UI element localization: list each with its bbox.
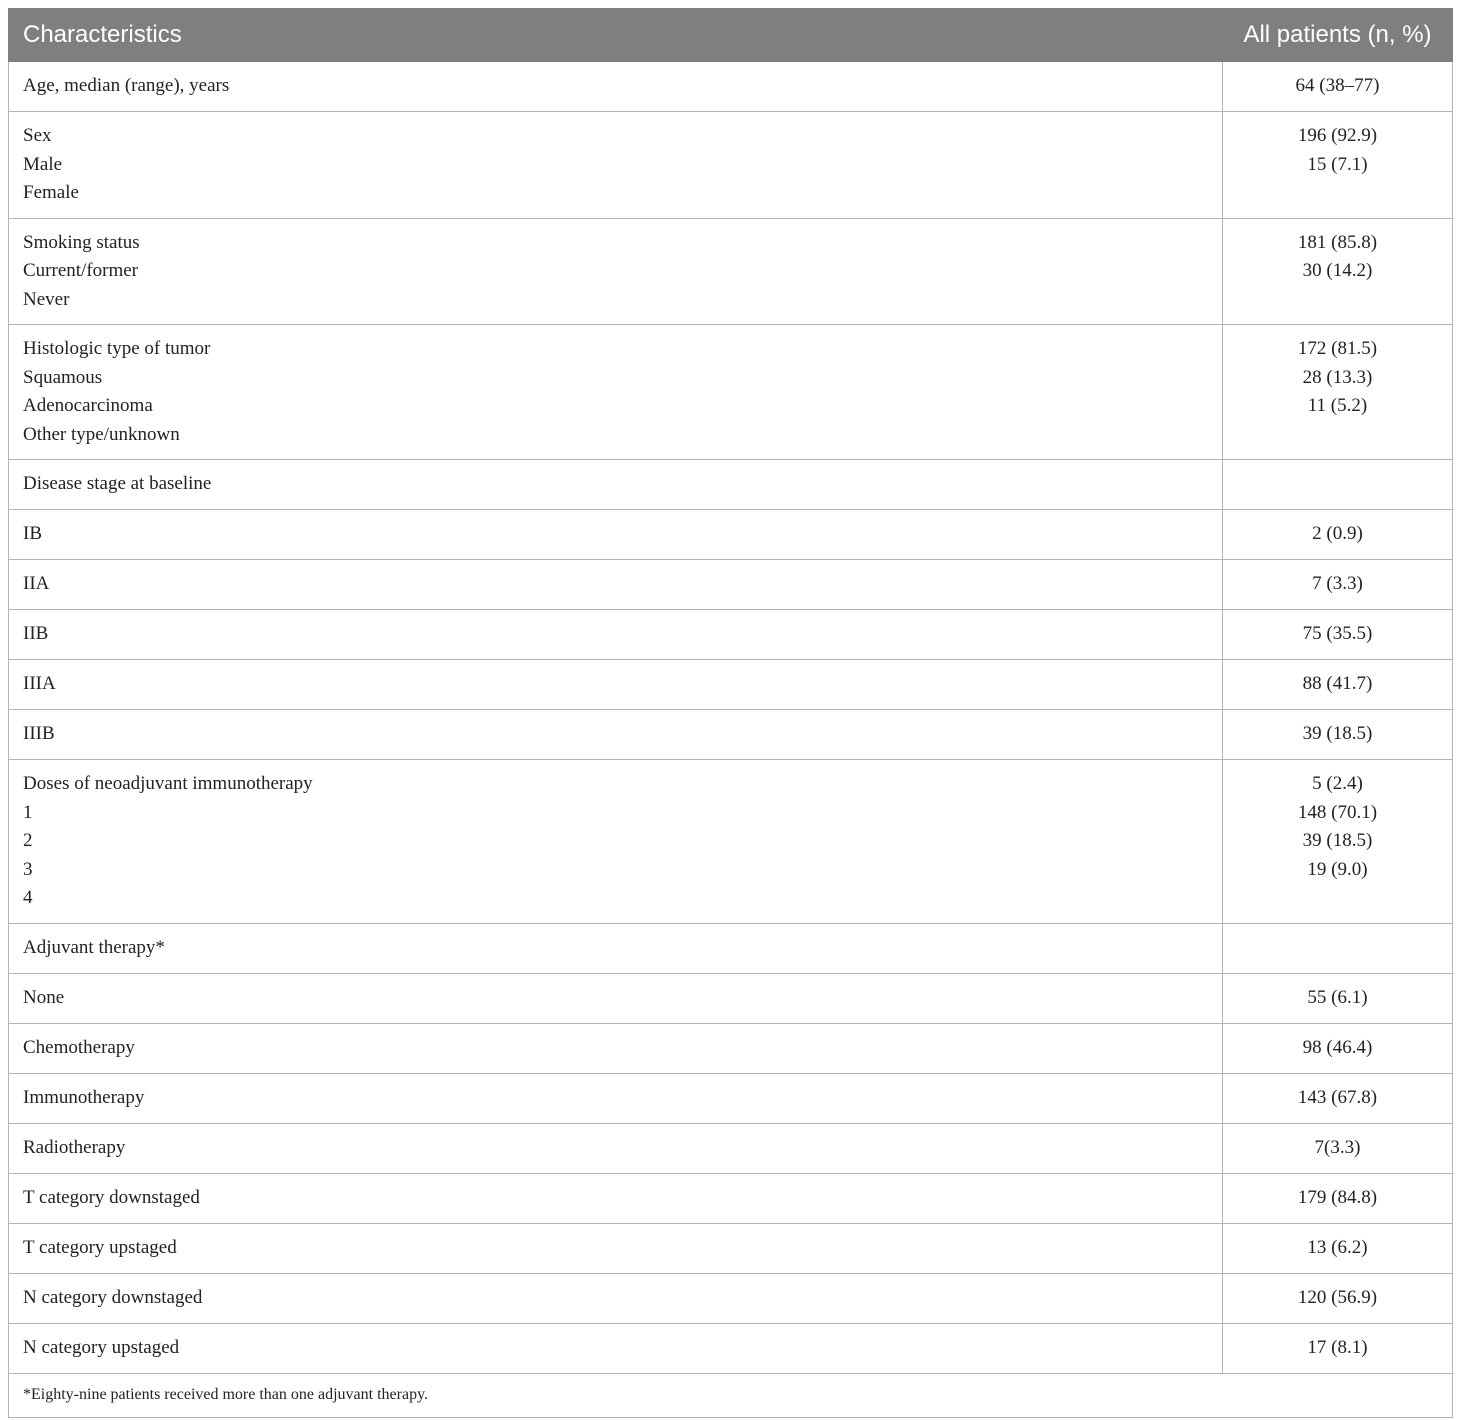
table-row <box>9 1273 1453 1323</box>
header-all-patients: All patients (n, %) <box>1223 9 1453 62</box>
characteristic-label: Age, median (range), years <box>23 75 230 96</box>
characteristic-cell <box>9 1073 1223 1123</box>
characteristic-label: N category upstaged <box>23 1336 180 1358</box>
table-footer <box>9 1373 1453 1417</box>
characteristic-label: 2 <box>23 830 33 851</box>
header-row <box>9 9 1453 62</box>
patients-value: 13 (6.2) <box>1307 1236 1368 1258</box>
patients-value-cell <box>1223 710 1453 760</box>
table-row <box>9 923 1453 973</box>
characteristic-label: IIIB <box>23 723 55 744</box>
patients-value: 172 (81.5) <box>1297 338 1378 359</box>
patient-characteristics-table-container <box>8 8 1452 1418</box>
table-header <box>9 9 1453 62</box>
patients-value: 19 (9.0) <box>1307 858 1368 880</box>
patients-value: 148 (70.1) <box>1297 801 1378 823</box>
characteristic-label: Male <box>23 153 63 175</box>
patients-value-cell <box>1223 1223 1453 1273</box>
characteristic-cell <box>9 660 1223 710</box>
characteristic-label: Sex <box>23 125 52 146</box>
table-row <box>9 325 1453 460</box>
characteristic-label: Squamous <box>23 366 103 388</box>
characteristic-label: Adenocarcinoma <box>23 395 153 416</box>
characteristic-label: Smoking status <box>23 231 140 253</box>
characteristic-cell <box>9 1223 1223 1273</box>
characteristic-cell <box>9 460 1223 510</box>
table-row <box>9 760 1453 924</box>
patients-value: 196 (92.9) <box>1297 125 1378 146</box>
patients-value-cell <box>1223 760 1453 924</box>
patients-value-cell <box>1223 660 1453 710</box>
characteristic-cell <box>9 923 1223 973</box>
table-row <box>9 1123 1453 1173</box>
patients-value: 39 (18.5) <box>1302 723 1373 744</box>
patients-value: 179 (84.8) <box>1297 1186 1378 1208</box>
patients-value-cell <box>1223 610 1453 660</box>
patients-value: 11 (5.2) <box>1307 395 1368 416</box>
table-body <box>9 62 1453 1374</box>
characteristic-cell <box>9 510 1223 560</box>
table-row <box>9 510 1453 560</box>
patients-value: 181 (85.8) <box>1297 231 1378 253</box>
patients-value: 75 (35.5) <box>1302 623 1373 644</box>
patients-value: 15 (7.1) <box>1307 153 1368 175</box>
patients-value: 28 (13.3) <box>1302 366 1373 388</box>
patients-value: 30 (14.2) <box>1302 260 1373 281</box>
characteristic-cell <box>9 1023 1223 1073</box>
characteristic-label: Current/former <box>23 260 139 281</box>
characteristic-label: Female <box>23 182 79 203</box>
patients-value-cell <box>1223 1323 1453 1373</box>
patients-value-cell <box>1223 112 1453 219</box>
patients-value: 143 (67.8) <box>1297 1086 1378 1108</box>
footnote-row <box>9 1373 1453 1417</box>
table-row <box>9 1223 1453 1273</box>
characteristic-cell <box>9 62 1223 112</box>
characteristic-cell <box>9 1173 1223 1223</box>
patients-value-cell <box>1223 1073 1453 1123</box>
patients-value-cell <box>1223 218 1453 325</box>
patients-value-cell <box>1223 510 1453 560</box>
characteristic-label: Immunotherapy <box>23 1086 145 1108</box>
characteristic-cell <box>9 760 1223 924</box>
characteristic-label: IB <box>23 523 42 544</box>
characteristic-cell <box>9 1123 1223 1173</box>
characteristic-label: Doses of neoadjuvant immunotherapy <box>23 773 313 794</box>
table-row <box>9 62 1453 112</box>
table-row <box>9 973 1453 1023</box>
characteristic-label: Chemotherapy <box>23 1036 135 1058</box>
patients-value-cell <box>1223 325 1453 460</box>
table-row <box>9 112 1453 219</box>
characteristic-label: Other type/unknown <box>23 423 180 445</box>
table-row <box>9 660 1453 710</box>
table-row <box>9 1073 1453 1123</box>
patients-value-cell <box>1223 1273 1453 1323</box>
patients-value: 2 (0.9) <box>1312 523 1363 544</box>
characteristic-label: Never <box>23 288 70 310</box>
characteristic-label: 4 <box>23 887 33 908</box>
patients-value: 7(3.3) <box>1314 1136 1361 1158</box>
patients-value-cell <box>1223 1023 1453 1073</box>
characteristic-cell <box>9 1323 1223 1373</box>
table-row <box>9 460 1453 510</box>
characteristic-label: N category downstaged <box>23 1286 203 1308</box>
patients-value-cell <box>1223 560 1453 610</box>
characteristic-label: Adjuvant therapy* <box>23 936 165 958</box>
characteristic-label: IIB <box>23 623 49 644</box>
patients-value: 39 (18.5) <box>1302 830 1373 851</box>
table-row <box>9 1023 1453 1073</box>
characteristic-label: Radiotherapy <box>23 1136 126 1158</box>
patients-value: 120 (56.9) <box>1297 1286 1378 1308</box>
patients-value: 5 (2.4) <box>1312 773 1363 794</box>
table-footnote: *Eighty-nine patients received more than one adjuvant therapy. <box>9 1373 1453 1417</box>
patients-value-cell <box>1223 923 1453 973</box>
characteristic-cell <box>9 710 1223 760</box>
characteristic-label: 1 <box>23 801 33 823</box>
characteristic-cell <box>9 325 1223 460</box>
table-row <box>9 560 1453 610</box>
characteristic-cell <box>9 610 1223 660</box>
patients-value-cell <box>1223 1123 1453 1173</box>
table-row <box>9 710 1453 760</box>
patients-value-cell <box>1223 1173 1453 1223</box>
patients-value: 17 (8.1) <box>1307 1336 1368 1358</box>
characteristic-label: IIA <box>23 573 50 594</box>
characteristic-cell <box>9 560 1223 610</box>
patients-value: 88 (41.7) <box>1302 673 1373 694</box>
patients-value: 98 (46.4) <box>1302 1036 1373 1058</box>
characteristic-label: IIIA <box>23 673 56 694</box>
table-row <box>9 1173 1453 1223</box>
characteristic-label: Disease stage at baseline <box>23 473 212 494</box>
patients-value: 64 (38–77) <box>1295 75 1380 96</box>
patients-value-cell <box>1223 973 1453 1023</box>
characteristic-cell <box>9 112 1223 219</box>
patient-characteristics-table <box>8 8 1453 1418</box>
characteristic-label: T category downstaged <box>23 1186 200 1208</box>
patients-value: 55 (6.1) <box>1307 986 1368 1008</box>
characteristic-cell <box>9 973 1223 1023</box>
patients-value-cell <box>1223 460 1453 510</box>
patients-value: 7 (3.3) <box>1312 573 1363 594</box>
table-row <box>9 610 1453 660</box>
characteristic-label: T category upstaged <box>23 1236 177 1258</box>
characteristic-label: Histologic type of tumor <box>23 338 211 359</box>
characteristic-cell <box>9 1273 1223 1323</box>
patients-value-cell <box>1223 62 1453 112</box>
header-characteristics: Characteristics <box>9 9 1223 62</box>
table-row <box>9 1323 1453 1373</box>
table-row <box>9 218 1453 325</box>
characteristic-label: 3 <box>23 858 33 880</box>
characteristic-label: None <box>23 986 65 1008</box>
characteristic-cell <box>9 218 1223 325</box>
